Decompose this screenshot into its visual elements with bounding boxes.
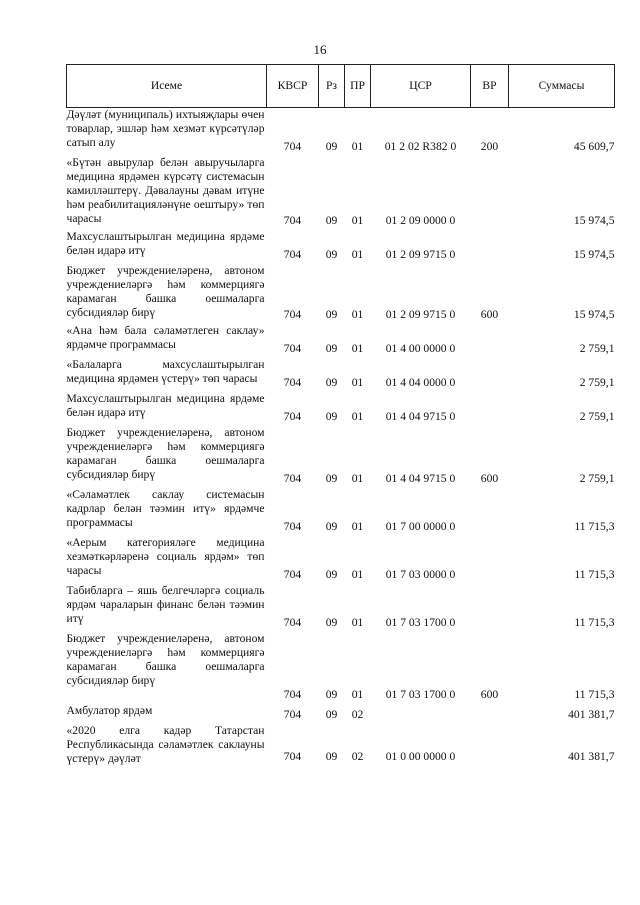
row-sum: 11 715,3 [574,520,615,533]
table-header-row [67,65,615,108]
row-vr [471,324,509,358]
table-row [67,358,615,392]
row-vr [471,358,509,392]
row-pr: 01 [351,308,364,321]
table-body [67,108,615,767]
header-sum: Суммасы [509,65,615,108]
row-vr [471,488,509,536]
table-row [67,108,615,157]
row-name: «Аерым категорияләге медицина хезмәткәрләренә социаль ярдәм» төп чарасы [66,536,265,577]
row-name: «Бүтән авырулар белән авыручыларга медицина ярдәмен күрсәтү системасын камилләштерү. Дәвалауны дәвам итүне һәм реабилитацияләнүне оештыру» төп чарасы [66,156,265,225]
table-row [67,632,615,704]
row-csr: 01 2 09 9715 0 [385,308,456,321]
table-row [67,724,615,766]
row-vr: 200 [480,140,499,153]
row-pr: 01 [351,248,364,261]
row-pr: 01 [351,616,364,629]
row-name: Бюджет учреждениеләренә, автоном учреждениеләргә һәм коммерциягә карамаган башка оешмаларга субсидияләр бирү [66,264,265,319]
row-rz: 09 [325,140,338,153]
row-rz: 09 [325,750,338,763]
row-kvsr: 704 [283,472,302,485]
row-kvsr: 704 [283,308,302,321]
row-vr [471,536,509,584]
row-sum: 15 974,5 [573,214,615,227]
row-kvsr: 704 [283,410,302,423]
row-csr: 01 7 03 1700 0 [385,688,456,701]
row-vr [471,392,509,426]
row-csr: 01 7 03 1700 0 [385,616,456,629]
row-pr: 01 [351,472,364,485]
row-sum: 11 715,3 [574,568,615,581]
row-name: Табибларга – яшь белгечләргә социаль ярдәм чараларын финанс белән тәэмин итү [66,584,265,625]
row-name: Амбулатор ярдәм [66,704,153,717]
row-rz: 09 [325,410,338,423]
table-row [67,392,615,426]
budget-table [66,64,615,766]
row-kvsr: 704 [283,248,302,261]
row-sum: 2 759,1 [579,410,615,423]
row-kvsr: 704 [283,342,302,355]
row-sum: 15 974,5 [573,308,615,321]
row-kvsr: 704 [283,520,302,533]
row-sum: 401 381,7 [568,750,615,763]
row-name: Дәүләт (муниципаль) ихтыяҗлары өчен товарлар, эшләр һәм хезмәт күрсәтүләр сатып алу [66,108,265,149]
row-kvsr: 704 [283,708,302,721]
row-rz: 09 [325,688,338,701]
row-name: «2020 елга кадәр Татарстан Республикасында сәламәтлек саклауны үстерү» дәүләт [66,724,265,765]
row-rz: 09 [325,472,338,485]
row-sum: 45 609,7 [573,140,615,153]
row-csr [371,704,471,724]
row-csr: 01 4 04 9715 0 [385,410,456,423]
row-pr: 01 [351,140,364,153]
row-vr: 600 [480,688,499,701]
row-sum: 401 381,7 [568,708,615,721]
row-name: «Ана һәм бала сәламәтлеген саклау» ярдәмче программасы [66,324,265,351]
table-row [67,324,615,358]
row-csr: 01 4 00 0000 0 [385,342,456,355]
row-name: Махсуслаштырылган медицина ярдәме белән идарә итү [66,392,265,419]
row-csr: 01 2 02 R382 0 [384,140,457,153]
row-pr: 01 [351,410,364,423]
row-pr: 02 [351,708,364,721]
row-rz: 09 [325,214,338,227]
row-kvsr: 704 [283,750,302,763]
row-sum: 2 759,1 [579,472,615,485]
page-number: 16 [313,42,327,57]
header-kvsr: КВСР [267,65,319,108]
table-row [67,426,615,488]
row-sum: 2 759,1 [579,376,615,389]
header-pr: ПР [345,65,371,108]
table-row [67,584,615,632]
row-sum: 11 715,3 [574,616,615,629]
row-vr: 600 [480,308,499,321]
row-name: «Сәламәтлек саклау системасын кадрлар белән тәэмин итү» ярдәмче программасы [66,488,265,529]
header-name: Исеме [67,65,267,108]
row-pr: 01 [351,214,364,227]
row-kvsr: 704 [283,688,302,701]
row-kvsr: 704 [283,376,302,389]
row-pr: 01 [351,520,364,533]
row-vr [471,584,509,632]
row-pr: 01 [351,376,364,389]
row-csr: 01 0 00 0000 0 [385,750,456,763]
row-csr: 01 2 09 0000 0 [385,214,456,227]
header-csr: ЦСР [371,65,471,108]
row-rz: 09 [325,342,338,355]
row-sum: 11 715,3 [574,688,615,701]
row-vr [471,724,509,766]
row-name: Бюджет учреждениеләренә, автоном учреждениеләргә һәм коммерциягә карамаган башка оешмаларга субсидияләр бирү [66,426,265,481]
table-row [67,536,615,584]
row-kvsr: 704 [283,568,302,581]
table-row [67,488,615,536]
row-kvsr: 704 [283,140,302,153]
row-pr: 01 [351,568,364,581]
row-name: «Балаларга махсуслаштырылган медицина ярдәмен үстерү» төп чарасы [66,358,265,385]
row-csr: 01 4 04 9715 0 [385,472,456,485]
row-sum: 2 759,1 [579,342,615,355]
row-rz: 09 [325,568,338,581]
row-vr [471,230,509,264]
row-kvsr: 704 [283,214,302,227]
row-csr: 01 2 09 9715 0 [385,248,456,261]
row-sum: 15 974,5 [573,248,615,261]
row-rz: 09 [325,520,338,533]
table-row [67,704,615,724]
table-row [67,156,615,230]
row-vr: 600 [480,472,499,485]
row-rz: 09 [325,308,338,321]
row-pr: 01 [351,342,364,355]
row-vr [471,156,509,230]
row-pr: 01 [351,688,364,701]
header-rz: Рз [319,65,345,108]
row-pr: 02 [351,750,364,763]
row-kvsr: 704 [283,616,302,629]
row-rz: 09 [325,708,338,721]
row-csr: 01 7 00 0000 0 [385,520,456,533]
row-name: Махсуслаштырылган медицина ярдәме белән идарә итү [66,230,265,257]
table-row [67,230,615,264]
row-rz: 09 [325,376,338,389]
row-rz: 09 [325,616,338,629]
table-row [67,264,615,324]
row-rz: 09 [325,248,338,261]
header-vr: ВР [471,65,509,108]
row-name: Бюджет учреждениеләренә, автоном учреждениеләргә һәм коммерциягә карамаган башка оешмаларга субсидияләр бирү [66,632,265,687]
row-vr [471,704,509,724]
row-csr: 01 7 03 0000 0 [385,568,456,581]
row-csr: 01 4 04 0000 0 [385,376,456,389]
